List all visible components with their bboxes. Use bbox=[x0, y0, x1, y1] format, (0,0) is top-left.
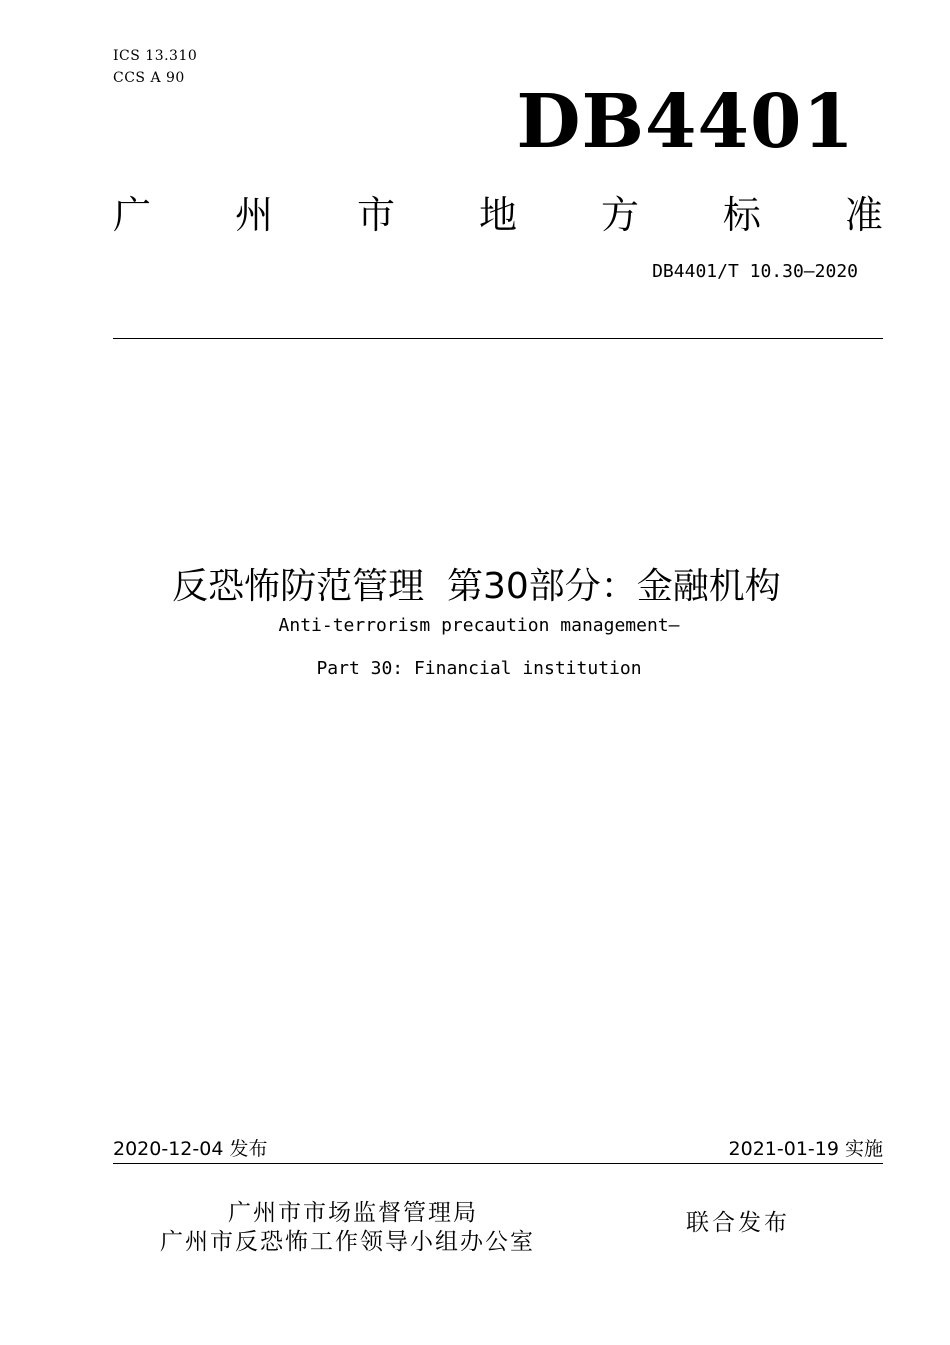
english-title-line2: Part 30: Financial institution bbox=[316, 658, 642, 679]
ccs-code: CCS A 90 bbox=[113, 70, 185, 86]
issue-date: 2020-12-04 发布 bbox=[113, 1138, 268, 1160]
standard-type-char: 方 bbox=[600, 192, 639, 237]
ics-code: ICS 13.310 bbox=[113, 48, 198, 64]
header-divider bbox=[113, 338, 883, 339]
standard-type-char: 州 bbox=[234, 192, 273, 237]
issuer-market-regulation: 广州市市场监督管理局 bbox=[228, 1200, 478, 1226]
chinese-title-text: 反恐怖防范管理 第30部分：金融机构 bbox=[172, 566, 781, 607]
issuer-anti-terrorism-office: 广州市反恐怖工作领导小组办公室 bbox=[160, 1229, 535, 1255]
english-title-line1: Anti-terrorism precaution management— bbox=[278, 615, 680, 636]
db-code-logo: DB4401 bbox=[516, 79, 855, 165]
standard-type-heading bbox=[113, 186, 883, 236]
standard-type-char: 市 bbox=[356, 192, 395, 237]
implementation-date: 2021-01-19 实施 bbox=[728, 1138, 883, 1160]
chinese-title bbox=[0, 512, 950, 612]
standard-type-char: 标 bbox=[722, 192, 761, 237]
joint-release-label: 联合发布 bbox=[686, 1210, 790, 1236]
standard-number: DB4401/T 10.30—2020 bbox=[652, 261, 858, 282]
footer-divider bbox=[113, 1163, 883, 1164]
standard-type-char: 广 bbox=[113, 192, 152, 237]
standard-type-char: 地 bbox=[478, 192, 517, 237]
standard-type-char: 准 bbox=[844, 192, 883, 237]
